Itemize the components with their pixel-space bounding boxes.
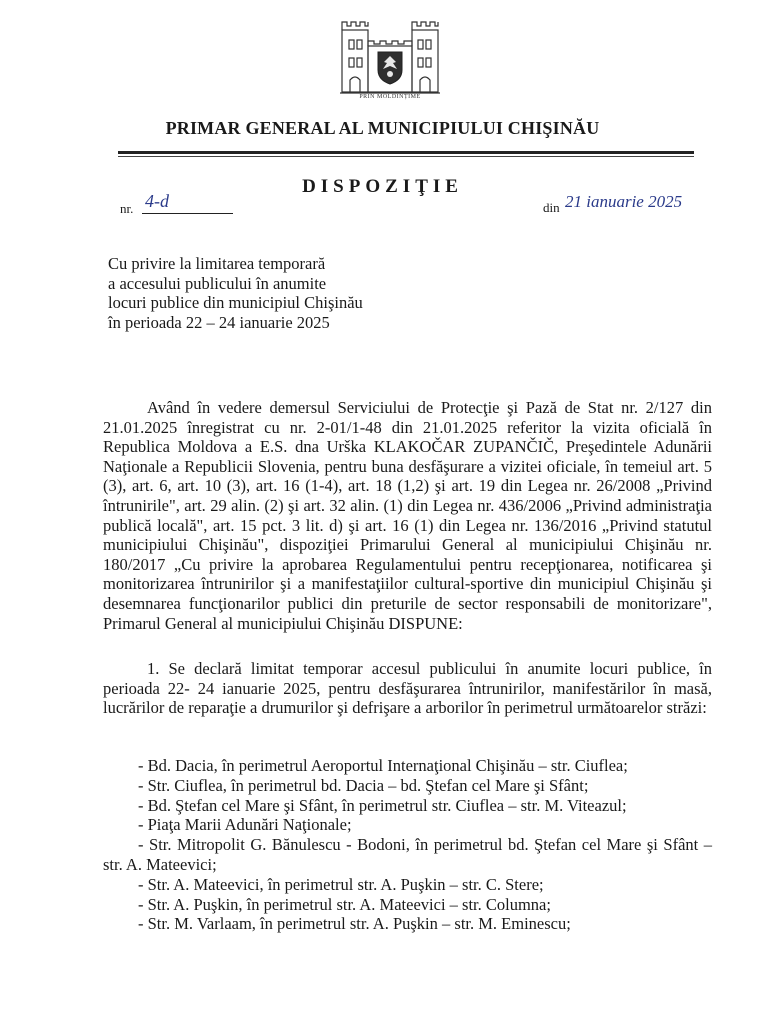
street-item: - Piaţa Marii Adunări Naţionale; bbox=[138, 815, 352, 835]
crest-motto: PRIN MOLDINȚIME bbox=[359, 94, 421, 100]
document-type: DISPOZIŢIE bbox=[302, 176, 463, 197]
issuer-title: PRIMAR GENERAL AL MUNICIPIULUI CHIŞINĂU bbox=[165, 118, 600, 138]
street-item: - Str. A. Mateevici, în perimetrul str. A. Puşkin – str. C. Stere; bbox=[138, 874, 544, 894]
street-item: - Str. Mitropolit G. Bănulescu - Bodoni, în perimetrul bd. Ştefan cel Mare şi Sfânt – str. A. Mateevici; bbox=[103, 835, 712, 874]
street-item: - Str. M. Varlaam, în perimetrul str. A. Puşkin – str. M. Eminescu; bbox=[138, 914, 571, 934]
number-label: nr. bbox=[120, 201, 134, 216]
subject-line: Cu privire la limitarea temporară bbox=[108, 254, 326, 273]
preamble-paragraph: Având în vedere demersul Serviciului de Protecţie şi Pază de Stat nr. 2/127 din 21.01.2025 înregistrat cu nr. 2-01/1-48 din 21.01.2025 referitor la vizita oficială în Republica Moldova a E.S. dna Urška KLAKOČAR ZUPANČIČ, Preşedintele Adunării Naţionale a Republicii Slovenia, pentru buna desfăşurare a vizitei oficiale, în temeiul art. 5 (3), art. 6, art. 10 (3), art. 16 (1-4), art. 18 (1,2) şi art. 19 din Legea nr. 26/2008 „Privind întrunirile", art. 29 alin. (2) şi art. 32 alin. (1) din Legea nr. 436/2006 „Privind administraţia publică locală", art. 15 pct. 3 lit. d) şi art. 16 (1) din Legea nr. 136/2016 „Privind statutul municipiului Chişinău", dispoziţiei Primarului General al municipiului Chişinău nr. 180/2017 „Cu privire la aprobarea Regulamentului pentru recepţionarea, notificarea şi monitorizarea întrunirilor şi a manifestaţiilor cultural-sportive din municipiul Chişinău şi desemnarea funcţionarilor publici din preturile de sector responsabili de monitorizare", Primarul General al municipiului Chişinău DISPUNE: bbox=[103, 398, 712, 633]
subject-line: a accesului publicului în anumite bbox=[108, 273, 327, 293]
document-date: 21 ianuarie 2025 bbox=[565, 192, 683, 211]
header-divider-thin bbox=[118, 156, 694, 157]
subject-line: locuri publice din municipiul Chişinău bbox=[108, 293, 363, 312]
header-divider bbox=[118, 151, 694, 154]
street-list bbox=[103, 756, 712, 934]
subject-line: în perioada 22 – 24 ianuarie 2025 bbox=[108, 312, 330, 332]
street-item: - Str. A. Puşkin, în perimetrul str. A. Mateevici – str. Columna; bbox=[138, 894, 551, 914]
coat-of-arms-logo bbox=[338, 16, 442, 98]
street-item: - Bd. Dacia, în perimetrul Aeroportul Internaţional Chişinău – str. Ciuflea; bbox=[138, 756, 628, 775]
subject-block bbox=[108, 254, 398, 332]
street-item: - Str. Ciuflea, în perimetrul bd. Dacia – bd. Ştefan cel Mare şi Sfânt; bbox=[138, 775, 589, 795]
document-number: 4-d bbox=[142, 191, 233, 214]
point-1-paragraph: 1. Se declară limitat temporar accesul publicului în anumite locuri publice, în perioada 22- 24 ianuarie 2025, pentru desfăşurarea întrunirilor, manifestărilor în masă, lucrărilor de reparaţie a drumurilor şi defrişare a arborilor în perimetrul următoarelor străzi: bbox=[103, 659, 712, 718]
street-item: - Bd. Ştefan cel Mare şi Sfânt, în perimetrul str. Ciuflea – str. M. Viteazul; bbox=[138, 795, 627, 815]
date-label: din bbox=[543, 200, 560, 215]
